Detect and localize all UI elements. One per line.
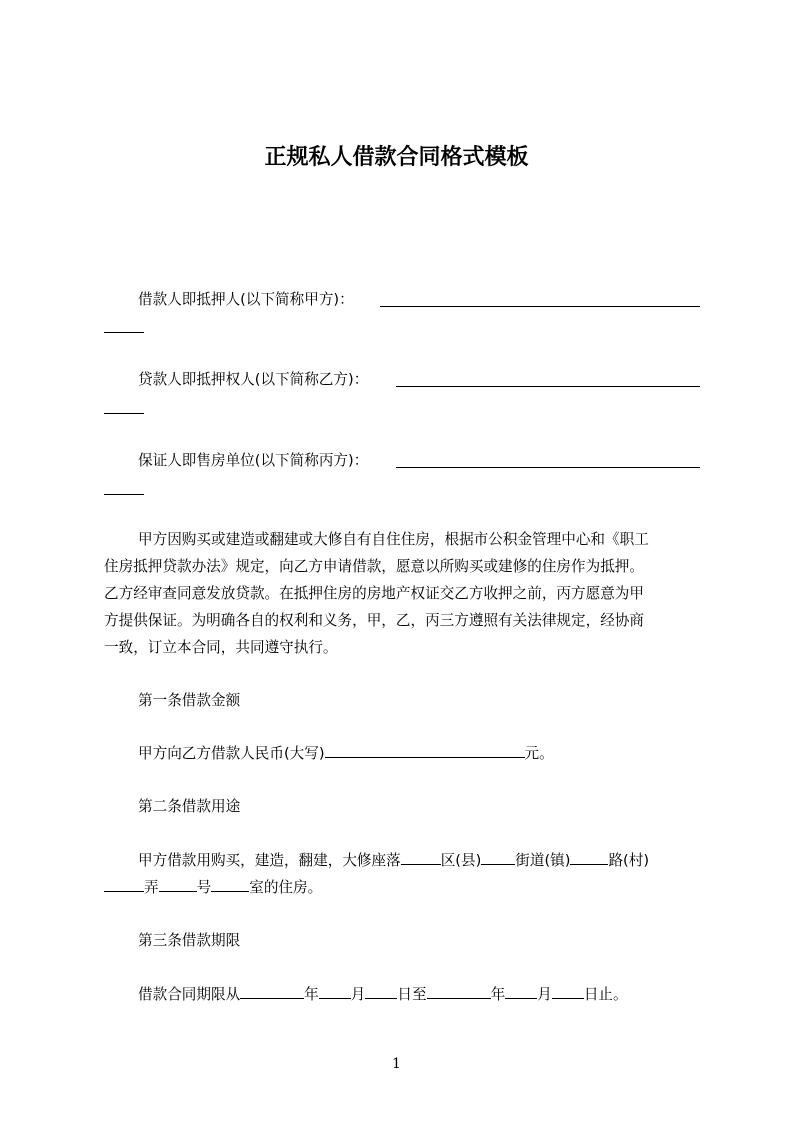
- article1-before: 甲方向乙方借款人民币(大写): [138, 745, 325, 762]
- article3-text-6: 月: [537, 986, 552, 1003]
- article2-line-2: [104, 877, 322, 899]
- article1-after: 元。: [524, 745, 554, 762]
- road-blank: [570, 850, 608, 865]
- article1-heading: 第一条借款金额: [138, 692, 241, 709]
- article3-text-3: 月: [350, 986, 366, 1003]
- page-number: 1: [392, 1056, 401, 1072]
- article3-text-1: 借款合同期限从: [138, 986, 241, 1003]
- lane-blank: [104, 877, 144, 892]
- article2-text-3: 街道(镇): [515, 852, 571, 869]
- article1-text: [138, 743, 554, 765]
- lender-blank-cont: [104, 412, 144, 414]
- end-day-blank: [552, 984, 584, 999]
- article3-text-7: 日止。: [583, 986, 628, 1003]
- start-day-blank: [365, 984, 397, 999]
- intro-line-4: 方提供保证。为明确各自的权利和义务，甲，乙，丙三方遵照有关法律规定，经协商: [104, 612, 644, 629]
- intro-line-5: 一致，订立本合同，共同遵守执行。: [104, 639, 338, 656]
- room-blank: [211, 877, 249, 892]
- article2-heading: 第二条借款用途: [138, 798, 241, 815]
- article2-text-5: 弄: [144, 879, 159, 896]
- lender-line: [138, 369, 368, 391]
- article2-text-1: 甲方借款用购买，建造，翻建，大修座落: [138, 852, 401, 869]
- borrower-blank-cont: [104, 331, 144, 333]
- article3-text: [138, 984, 628, 1006]
- guarantor-blank-cont: [104, 493, 144, 495]
- intro-line-2: 住房抵押贷款办法》规定，向乙方申请借款，愿意以所购买或建修的住房作为抵押。: [104, 558, 644, 575]
- article3-text-5: 年: [490, 986, 506, 1003]
- guarantor-line: [138, 450, 368, 472]
- article2-text-2: 区(县): [440, 852, 482, 869]
- start-year-blank: [240, 984, 304, 999]
- article3-heading: 第三条借款期限: [138, 932, 241, 949]
- article2-line-1: [138, 850, 649, 872]
- article2-text-7: 室的住房。: [249, 879, 323, 896]
- lender-blank: [396, 385, 700, 387]
- intro-line-3: 乙方经审查同意发放贷款。在抵押住房的房地产权证交乙方收押之前，丙方愿意为甲: [104, 585, 644, 602]
- end-month-blank: [505, 984, 537, 999]
- borrower-blank: [380, 305, 700, 307]
- guarantor-label: 保证人即售房单位(以下简称丙方)：: [138, 452, 369, 469]
- guarantor-blank: [396, 466, 700, 468]
- article3-text-2: 年: [304, 986, 319, 1003]
- intro-line-1: 甲方因购买或建造或翻建或大修自有自住住房，根据市公积金管理中心和《职工: [138, 531, 649, 548]
- end-year-blank: [427, 984, 491, 999]
- document-title: 正规私人借款合同格式模板: [264, 145, 529, 170]
- article2-text-6: 号: [196, 879, 212, 896]
- article2-text-4: 路(村): [608, 852, 650, 869]
- lender-label: 贷款人即抵押权人(以下简称乙方)：: [138, 371, 369, 388]
- borrower-label: 借款人即抵押人(以下简称甲方)：: [138, 291, 354, 308]
- district-blank: [401, 850, 441, 865]
- amount-blank: [325, 743, 525, 758]
- street-blank: [481, 850, 515, 865]
- start-month-blank: [319, 984, 351, 999]
- borrower-line: [138, 289, 354, 311]
- article3-text-4: 日至: [397, 986, 427, 1003]
- number-blank: [159, 877, 197, 892]
